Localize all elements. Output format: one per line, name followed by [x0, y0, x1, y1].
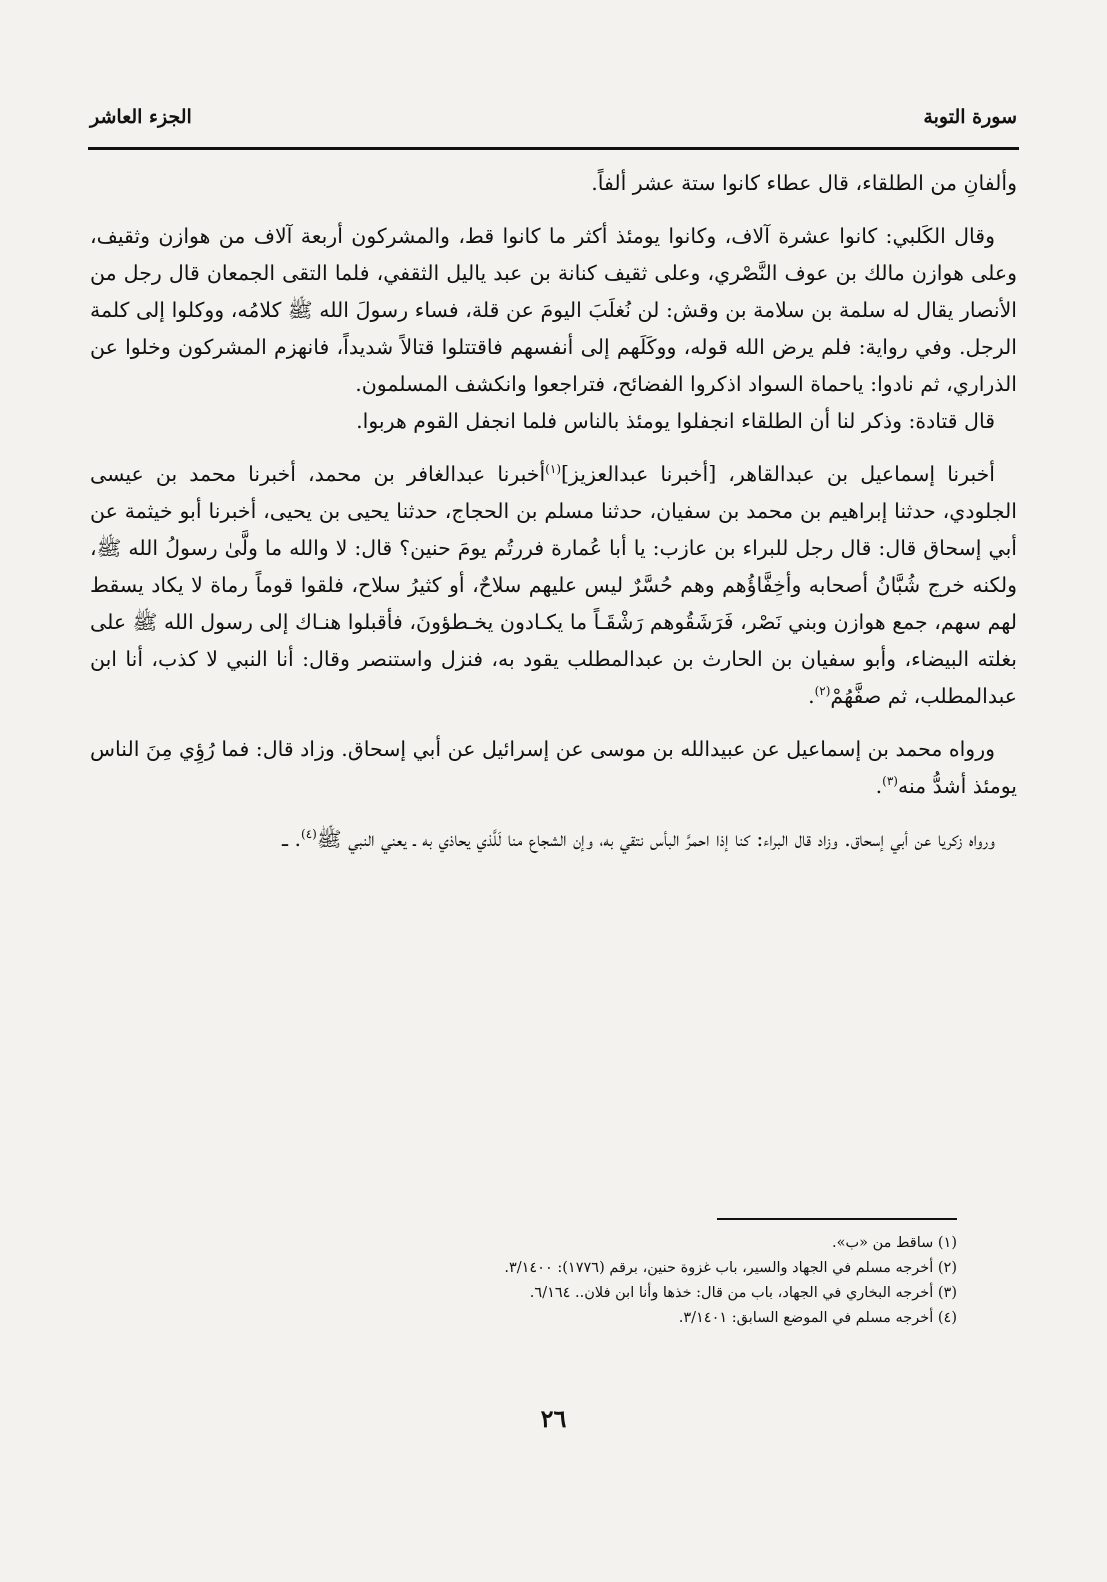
- paragraph-3: قال قتادة: وذكر لنا أن الطلقاء انجفلوا يومئذ بالناس فلما انجفل القوم هربوا.: [356, 409, 995, 433]
- paragraph-5-end: .: [875, 774, 883, 798]
- paragraph-4-part-b: أخبرنا عبدالغافر بن محمد، أخبرنا محمد بن عيسى الجلودي، حدثنا إبراهيم بن محمد بن سفيان، حدثنا مسلم بن الحجاج، حدثنا يحيى بن يحيى، أخبرنا أبو خيثمة عن أبي إسحاق قال: قال رجل للبراء بن عازب: يا أبا عُمارة فررتُم يومَ حنين؟ قال: لا والله ما ولَّىٰ رسولُ الله ﷺ، ولكنه خرج شُبَّانُ أصحابه وأخِفَّاؤُهم وهم حُسَّرٌ ليس عليهم سلاحٌ، أو كثيرُ سلاح، فلقوا قوماً رماة لا يكاد يسقط لهم سهم، جمع هوازن وبني نَصْر، فَرَشَقُوهم رَشْقَـاً ما يكـادون يخـطؤونَ، فأقبلوا هنـاك إلى رسول الله ﷺ على بغلته البيضاء، وأبو سفيان بن الحارث بن عبدالمطلب يقود به، فنزل واستنصر وقال: أنا النبي لا كذب، أنا ابن عبدالمطلب، ثم صفَّهُمْ: [90, 462, 1017, 708]
- footnote-ref-4: (٤): [301, 827, 317, 842]
- paragraph-5-text: ورواه محمد بن إسماعيل عن عبيدالله بن موسى عن إسرائيل عن أبي إسحاق. وزاد قال: فما رُؤِي مِنَ الناس يومئذ أشدُّ منه: [90, 737, 1017, 798]
- header-rule: [88, 147, 1019, 150]
- paragraph-1: وألفانِ من الطلقاء، قال عطاء كانوا ستة عشر ألفاً.: [591, 171, 1017, 195]
- paragraph-4-end: .: [808, 684, 815, 708]
- footnote-4: (٤) أخرجه مسلم في الموضع السابق: ٣/١٤٠١.: [678, 1310, 957, 1326]
- paragraph-4-part-a: أخبرنا إسماعيل بن عبدالقاهر، [أخبرنا عبدالعزيز]: [561, 462, 996, 486]
- footnote-ref-3: (٣): [882, 774, 898, 789]
- juz-title: الجزء العاشر: [90, 106, 192, 128]
- paragraph-2: وقال الكَلبي: كانوا عشرة آلاف، وكانوا يومئذ أكثر ما كانوا قط، والمشركون أربعة آلاف من هوازن وثقيف، وعلى هوازن مالك بن عوف النَّصْري، وعلى ثقيف كنانة بن عبد ياليل الثقفي، فلما التقى الجمعان قال رجل من الأنصار يقال له سلمة بن سلامة بن وقش: لن نُغلَبَ اليومَ عن قلة، فساء رسولَ الله ﷺ كلامُه، ووكلوا إلى كلمة الرجل. وفي رواية: فلم يرض الله قوله، ووكَلَهم إلى أنفسهم فاقتتلوا قتالاً شديداً، فانهزم المشركون وخلوا عن الذراري، ثم نادوا: ياحماة السواد اذكروا الفضائح، فتراجعوا وانكشف المسلمون.: [90, 224, 1017, 396]
- paragraph-6: [90, 821, 1017, 858]
- paragraph-5: [90, 731, 1017, 805]
- footnote-ref-2: (٢): [814, 684, 831, 699]
- paragraph-6-end: . ـ: [281, 827, 301, 851]
- footnotes: [250, 1231, 957, 1331]
- running-header: [90, 94, 1017, 128]
- paragraph-4: [90, 456, 1017, 715]
- footnote-2: (٢) أخرجه مسلم في الجهاد والسير، باب غزوة حنين، برقم (١٧٧٦): ٣/١٤٠٠.: [504, 1260, 957, 1276]
- footnote-1: (١) ساقط من «ب».: [831, 1235, 957, 1251]
- paragraph-6-text: ورواه زكريا عن أبي إسحاق. وزاد قال البراء: كنا إذا احمرَّ البأس نتقي به، وإن الشجاع منا لَلَّذي يحاذي به ـ يعني النبي ﷺ: [316, 827, 995, 851]
- surah-title: سورة التوبة: [923, 106, 1017, 128]
- footnote-3: (٣) أخرجه البخاري في الجهاد، باب من قال: خذها وأنا ابن فلان.. ٦/١٦٤.: [529, 1285, 957, 1301]
- footnote-ref-1: (١): [545, 462, 561, 477]
- footnote-rule: [717, 1218, 957, 1220]
- page-number: ٢٦: [540, 1404, 567, 1433]
- main-text: [90, 165, 1017, 858]
